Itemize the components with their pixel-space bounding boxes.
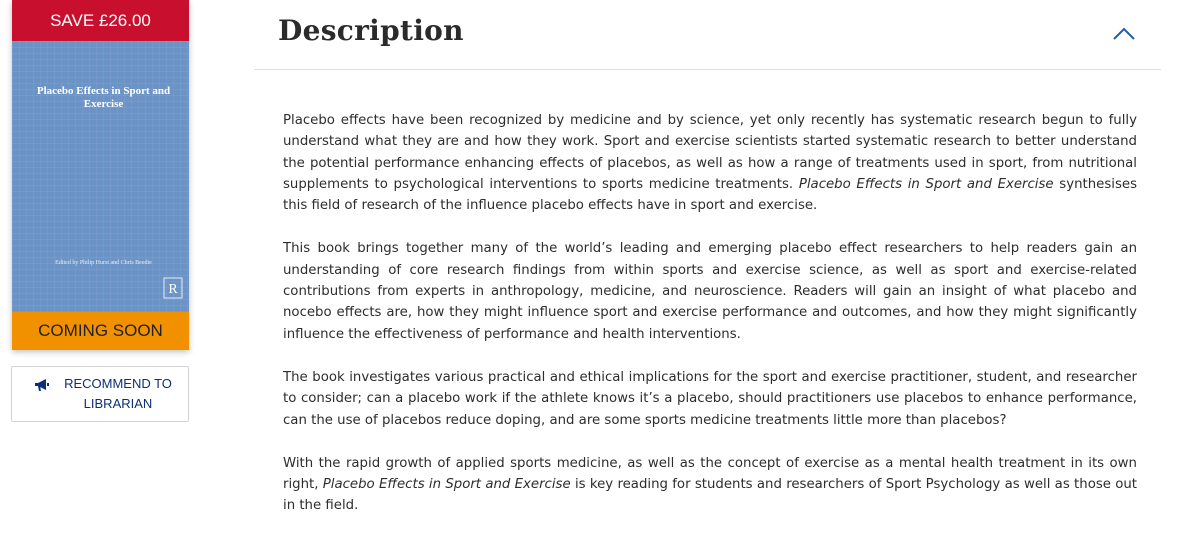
description-paragraph: With the rapid growth of applied sports medicine, as well as the concept of exercise as a mental health treatment in its own right, Placebo Effects in Sport and Exercise is key reading for students and researchers of Sport Psychology as well as those out in the field. [283, 455, 1138, 514]
book-cover[interactable] [12, 41, 189, 312]
publisher-logo-letter: R [168, 282, 178, 297]
recommend-to-librarian-button[interactable] [11, 366, 189, 422]
book-title-emphasis: Placebo Effects in Sport and Exercise [798, 176, 1054, 192]
publisher-logo-icon [163, 277, 183, 299]
megaphone-icon [34, 378, 50, 392]
cover-editors: Edited by Philip Hurst and Chris Beedie [55, 260, 152, 266]
cover-title: Placebo Effects in Sport and Exercise [36, 85, 171, 110]
description-paragraph: Placebo effects have been recognized by medicine and by science, yet only recently has systematic research begun to fully understand what they are and how they work. Sport and exercise scientists started systematic research to better understand the potential performance enhancing effects of placebos, as well as how a range of treatments used in sport, from nutritional supplements to psychological interventions to sports medicine treatments. Placebo Effects in Sport and Exercise synthesises this field of research of the influence placebo effects have in sport and exercise. [283, 113, 1138, 214]
book-card[interactable] [12, 0, 189, 350]
description-paragraph: The book investigates various practical and ethical implications for the sport and exercise practitioner, student, and researcher to consider; can a placebo work if the athlete knows it’s a placebo, should practitioners use placebos to enhance performance, can the use of placebos reduce doping, and are some sports medicine treatments little more than placebos? [283, 369, 1137, 428]
description-paragraph: This book brings together many of the world’s leading and emerging placebo effect researchers to help readers gain an understanding of core research findings from within sports and exercise science, as well as sport and exercise-related contributions from experts in anthropology, medicine, and neuroscience. Readers will gain an insight of what placebo and nocebo effects are, how they might influence sport and exercise performance and outcomes, and how they might significantly influence the effectiveness of performance and health interventions. [283, 241, 1137, 342]
save-badge: SAVE £26.00 [12, 0, 189, 41]
recommend-label: RECOMMEND TO LIBRARIAN [64, 376, 172, 411]
description-title: Description [278, 14, 464, 47]
book-title-emphasis: Placebo Effects in Sport and Exercise [322, 477, 571, 493]
description-header[interactable] [254, 0, 1161, 70]
coming-soon-badge: COMING SOON [12, 312, 189, 350]
chevron-up-icon[interactable] [1112, 24, 1136, 42]
description-body [283, 110, 1137, 539]
